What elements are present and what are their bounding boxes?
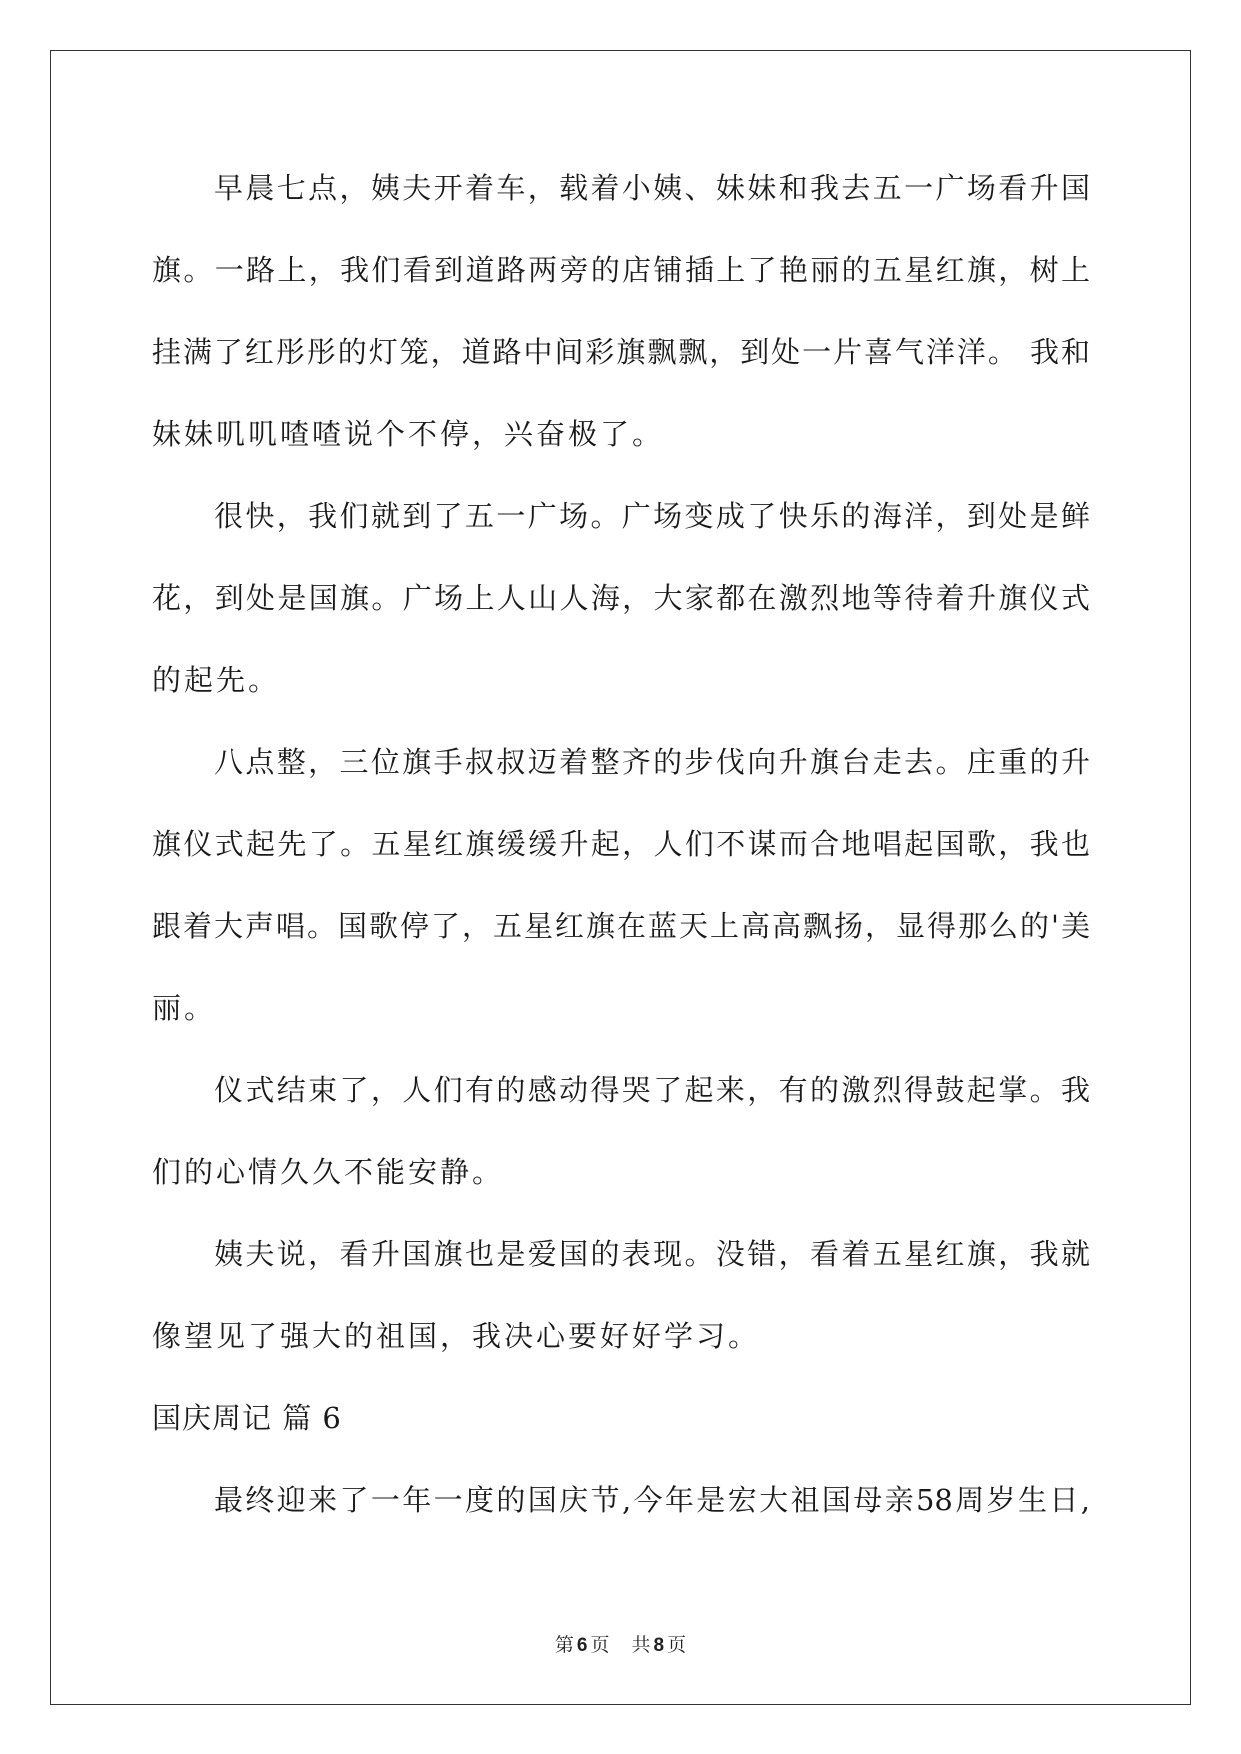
paragraph-1-line-2: 旗。一路上，我们看到道路两旁的店铺插上了艳丽的五星红旗，树上 (152, 253, 1090, 287)
paragraph-3-line-3: 跟着大声唱。国歌停了，五星红旗在蓝天上高高飘扬，显得那么的'美 (152, 909, 1090, 943)
paragraph-4-line-2: 们的心情久久不能安静。 (152, 1155, 505, 1189)
current-page-number: 6 (576, 1635, 588, 1656)
paragraph-1-line-3: 挂满了红彤彤的灯笼，道路中间彩旗飘飘，到处一片喜气洋洋。 我和 (152, 335, 1090, 369)
footer-page-word: 页 (590, 1634, 610, 1656)
total-page-number: 8 (653, 1635, 665, 1656)
footer-total-prefix: 共 (631, 1634, 651, 1656)
paragraph-2-line-3: 的起先。 (152, 663, 281, 697)
paragraph-2-line-1: 很快，我们就到了五一广场。广场变成了快乐的海洋，到处是鲜 (214, 499, 1090, 533)
paragraph-3-line-2: 旗仪式起先了。五星红旗缓缓升起，人们不谋而合地唱起国歌，我也 (152, 827, 1090, 861)
paragraph-4-line-1: 仪式结束了，人们有的感动得哭了起来，有的激烈得鼓起掌。我 (214, 1073, 1090, 1107)
paragraph-1-line-4: 妹妹叽叽喳喳说个不停，兴奋极了。 (152, 417, 665, 451)
paragraph-3-line-1: 八点整，三位旗手叔叔迈着整齐的步伐向升旗台走去。庄重的升 (214, 745, 1090, 779)
footer-prefix: 第 (554, 1634, 574, 1656)
document-body (152, 158, 1090, 1552)
paragraph-3-line-4: 丽。 (152, 991, 217, 1025)
paragraph-1-line-1: 早晨七点，姨夫开着车，载着小姨、妹妹和我去五一广场看升国 (214, 171, 1090, 205)
paragraph-6-line-1: 最终迎来了一年一度的国庆节,今年是宏大祖国母亲58周岁生日, (214, 1483, 1090, 1517)
page-footer (0, 1630, 1241, 1657)
footer-total-suffix: 页 (667, 1634, 687, 1656)
section-heading: 国庆周记 篇 6 (152, 1401, 342, 1435)
paragraph-5-line-2: 像望见了强大的祖国，我决心要好好学习。 (152, 1319, 761, 1353)
paragraph-2-line-2: 花，到处是国旗。广场上人山人海，大家都在激烈地等待着升旗仪式 (152, 581, 1090, 615)
paragraph-5-line-1: 姨夫说，看升国旗也是爱国的表现。没错，看着五星红旗，我就 (214, 1237, 1090, 1271)
